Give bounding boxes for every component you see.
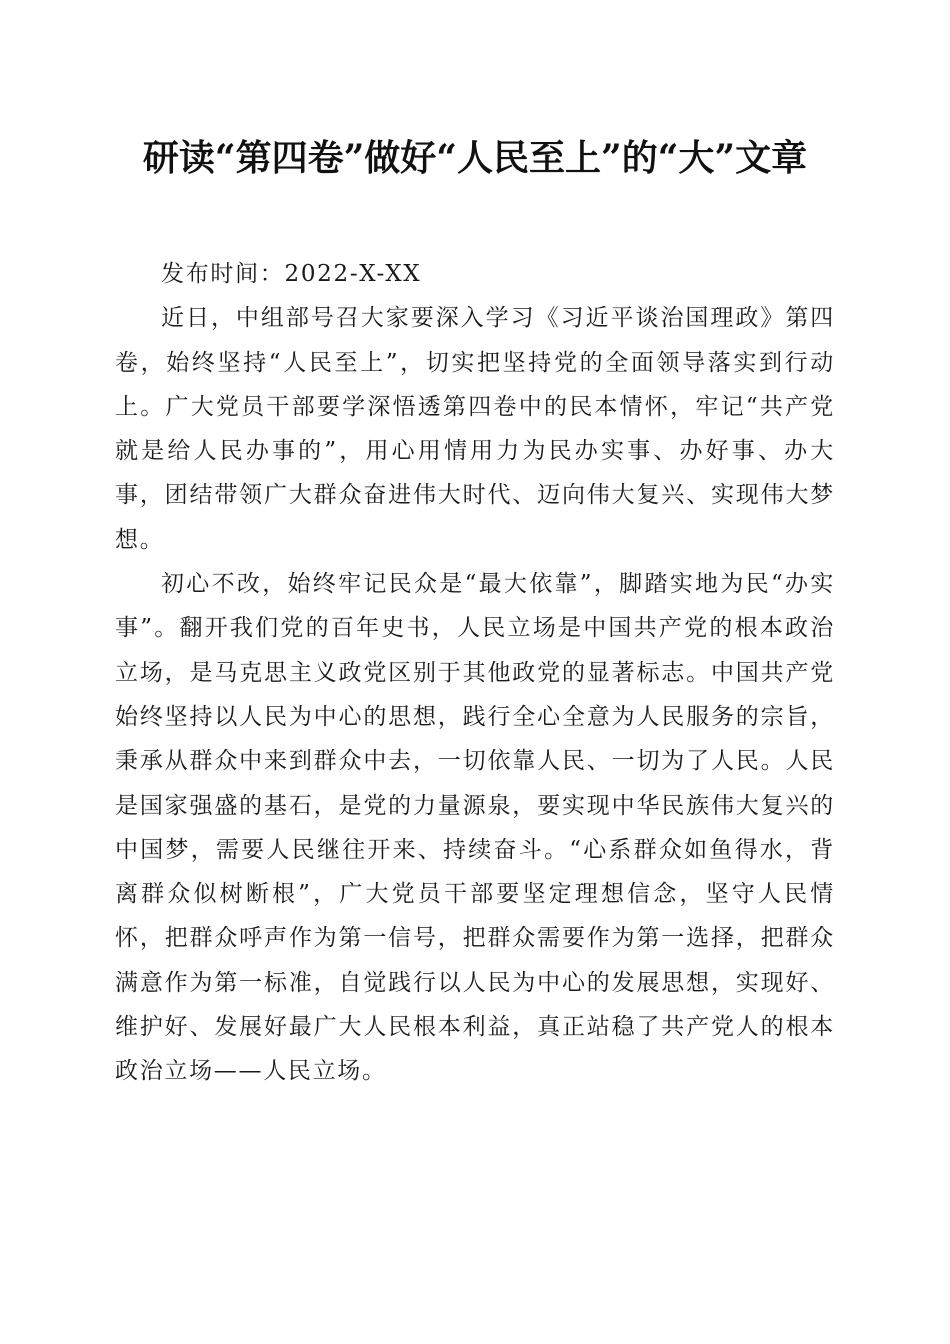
paragraph-intro: 近日，中组部号召大家要深入学习《习近平谈治国理政》第四卷，始终坚持“人民至上”，切实把坚持党的全面领导落实到行动上。广大党员干部要学深悟透第四卷中的民本情怀，牢记“共产党就是给人民办事的”，用心用情用力为民办实事、办好事、办大事，团结带领广大群众奋进伟大时代、迈向伟大复兴、实现伟大梦想。	[115, 305, 835, 553]
paragraph-main: 初心不改，始终牢记民众是“最大依靠”，脚踏实地为民“办实事”。翻开我们党的百年史书，人民立场是中国共产党的根本政治立场，是马克思主义政党区别于其他政党的显著标志。中国共产党始终坚持以人民为中心的思想，践行全心全意为人民服务的宗旨，秉承从群众中来到群众中去，一切依靠人民、一切为了人民。人民是国家强盛的基石，是党的力量源泉，要实现中华民族伟大复兴的中国梦，需要人民继往开来、持续奋斗。“心系群众如鱼得水，背离群众似树断根”，广大党员干部要坚定理想信念，坚守人民情怀，把群众呼声作为第一信号，把群众需要作为第一选择，把群众满意作为第一标准，自觉践行以人民为中心的发展思想，实现好、维护好、发展好最广大人民根本利益，真正站稳了共产党人的根本政治立场——人民立场。	[115, 571, 835, 1085]
document-body	[115, 252, 835, 1094]
publish-date-line: 发布时间：2022-X-XX	[161, 261, 422, 287]
document-title: 研读“第四卷”做好“人民至上”的“大”文章	[142, 137, 808, 179]
